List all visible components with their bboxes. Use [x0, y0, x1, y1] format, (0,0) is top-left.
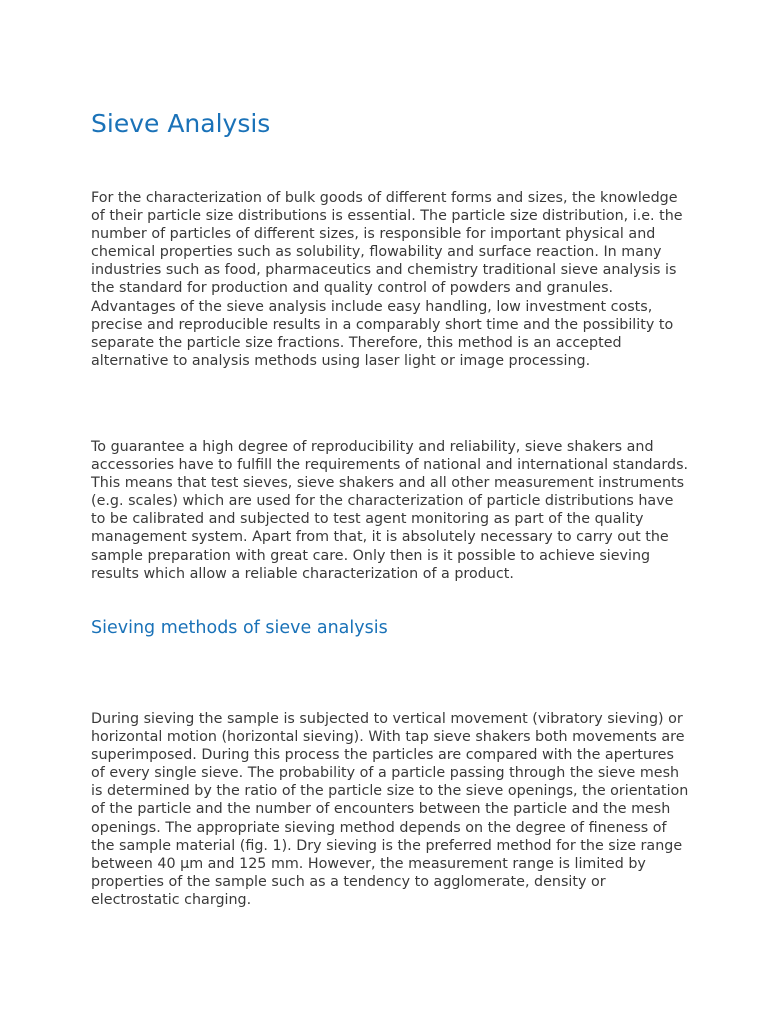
sieving-methods-paragraph: During sieving the sample is subjected to vertical movement (vibratory sieving) or horizontal motion (horizontal sieving). With tap sieve shakers both movements are superimposed. During this process the particles are compared with the apertures of every single sieve. The probability of a particle passing through the sieve mesh is determined by the ratio of the particle size to the sieve openings, the orientation of the particle and the number of encounters between the particle and the mesh openings. The appropriate sieving method depends on the degree of fineness of the sample material (fig. 1). Dry sieving is the preferred method for the size range between 40 µm and 125 mm. However, the measurement range is limited by properties of the sample such as a tendency to agglomerate, density or electrostatic charging. — [91, 711, 689, 908]
standards-paragraph: To guarantee a high degree of reproducibility and reliability, sieve shakers and accessories have to fulfill the requirements of national and international standards. This means that test sieves, sieve shakers and all other measurement instruments (e.g. scales) which are used for the characterization of particle distributions have to be calibrated and subjected to test agent monitoring as part of the quality management system. Apart from that, it is absolutely necessary to carry out the sample preparation with great care. Only then is it possible to achieve sieving results which allow a reliable characterization of a product. — [91, 439, 689, 582]
page-title: Sieve Analysis — [91, 109, 271, 138]
section-heading: Sieving methods of sieve analysis — [91, 618, 388, 638]
intro-paragraph: For the characterization of bulk goods of different forms and sizes, the knowledge of their particle size distributions is essential. The particle size distribution, i.e. the number of particles of different sizes, is responsible for important physical and chemical properties such as solubility, flowability and surface reaction. In many industries such as food, pharmaceutics and chemistry traditional sieve analysis is the standard for production and quality control of powders and granules. Advantages of the sieve analysis include easy handling, low investment costs, precise and reproducible results in a comparably short time and the possibility to separate the particle size fractions. Therefore, this method is an accepted alternative to analysis methods using laser light or image processing. — [91, 190, 683, 369]
